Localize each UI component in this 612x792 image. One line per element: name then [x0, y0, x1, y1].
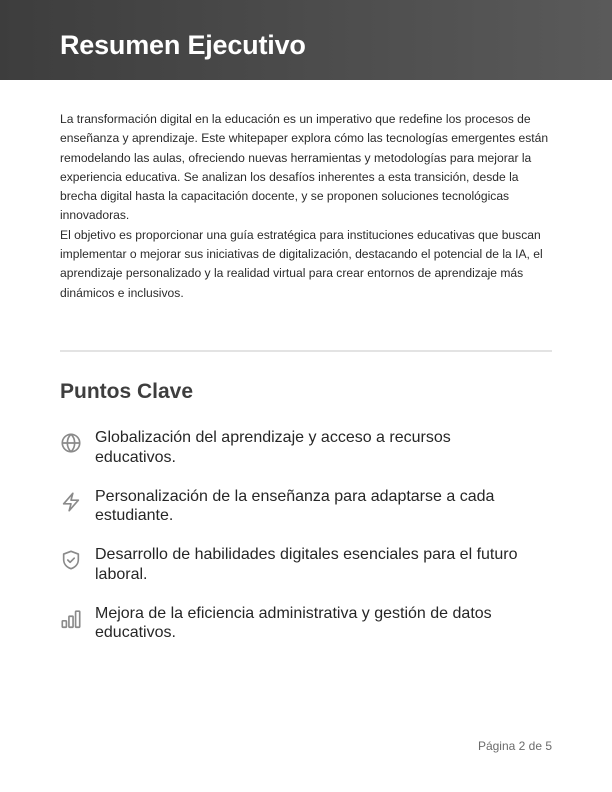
- page-number: Página 2 de 5: [477, 739, 552, 753]
- globe-icon: [60, 432, 84, 456]
- key-point-text: Globalización del aprendizaje y acceso a recursos educativos.: [95, 429, 451, 466]
- bar-chart-icon: [60, 608, 84, 632]
- page-header: [0, 0, 612, 80]
- key-point-item: [60, 428, 552, 487]
- intro-paragraph: El objetivo es proporcionar una guía estratégica para instituciones educativas que buscan implementar o mejorar sus iniciativas de digitalización, destacando el potencial de la IA, el aprendizaje personalizado y la realidad virtual para crear entornos de aprendizaje más dinámicos e inclusivos.: [60, 227, 543, 300]
- key-point-text: Desarrollo de habilidades digitales esenciales para el futuro laboral.: [95, 546, 518, 583]
- page-title: Resumen Ejecutivo: [60, 30, 306, 60]
- intro-paragraph: La transformación digital en la educación es un imperativo que redefine los procesos de enseñanza y aprendizaje. Este whitepaper explora cómo las tecnologías emergentes están remodelando las aulas, ofreciendo nuevas herramientas y metodologías para mejorar la experiencia educativa. Se analizan los desafíos inherentes a esta transición, desde la brecha digital hasta la capacitación docente, y se proponen soluciones tecnológicas innovadoras.: [60, 112, 549, 223]
- key-points-list: [60, 428, 552, 662]
- shield-check-icon: [60, 549, 84, 573]
- key-point-item: [60, 604, 552, 663]
- key-point-item: [60, 545, 552, 604]
- lightning-icon: [60, 491, 84, 515]
- key-point-text: Mejora de la eficiencia administrativa y gestión de datos educativos.: [95, 604, 492, 641]
- section-divider: [60, 350, 552, 352]
- key-point-text: Personalización de la enseñanza para adaptarse a cada estudiante.: [95, 487, 495, 524]
- executive-summary-text: [60, 110, 552, 303]
- key-points-title: Puntos Clave: [60, 380, 194, 403]
- key-point-item: [60, 487, 552, 546]
